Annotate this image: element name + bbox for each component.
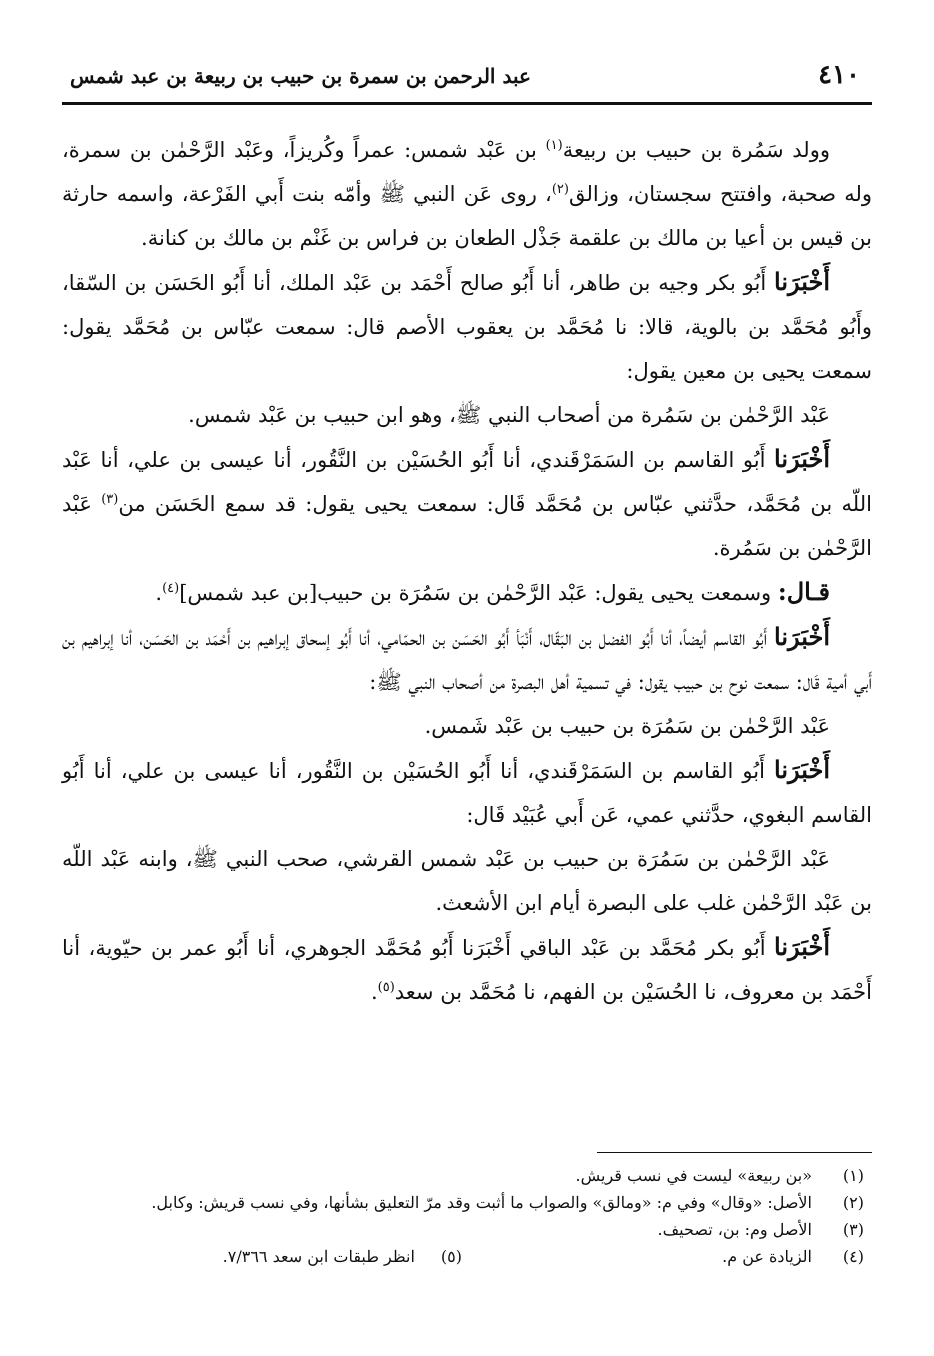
footnote-number: (١) <box>842 1166 864 1185</box>
paragraph-isnad-1: أَخْبَرَنا أَبُو بكر وجيه بن طاهر، أنا أَبُو صالح أَحْمَد بن عَبْد الملك، أنا أَبُو الحَسَن بن السّقا، وأَبُو مُحَمَّد بن بالوية، قالا: نا مُحَمَّد بن يعقوب الأصم قال: سمعت عبّاس بن مُحَمَّد يقول: سمعت يحيى بن معين يقول: <box>62 267 872 383</box>
paragraph-genealogy: وولد سَمُرة بن حبيب بن ربيعة$^{(١)}$ بن عَبْد شمس: عمراً وكُريزاً، وعَبْد الرَّحْمٰن بن سمرة، وله صحبة، وافتتح سجستان، وزالق$^{(٢)}$، روى عَن النبي ﷺ وأمّه بنت أَبي الفَرْعة، واسمه حارثة بن قيس بن أعيا بن مالك بن علقمة جَذْل الطعان بن فراس بن غَنْم بن مالك بن كنانة. <box>62 138 873 250</box>
footnote-2 <box>62 1189 872 1216</box>
footnote-text: «بن ربيعة» ليست في نسب قريش. <box>575 1166 812 1185</box>
paragraph-isnad-2: أَخْبَرَنا أَبُو القاسم بن السَمَرْقَندي، أنا أَبُو الحُسَيْن بن النَّقُور، أنا عيسى بن علي، أنا عَبْد اللّه بن مُحَمَّد، حدَّثني عبّاس بن مُحَمَّد قَال: سمعت يحيى يقول: قد سمع الحَسَن من$^{(٣)}$ عَبْد الرَّحْمٰن بن سَمُرة. <box>62 444 872 560</box>
footnote-ref-2: (٢) <box>551 182 569 197</box>
footnote-divider <box>597 1152 872 1153</box>
paragraph-isnad-3: أَخْبَرَنا أَبُو القاسم أيضاً، أنا أَبُو الفضل بن البَقّال، أَنْبَأ أَبُو الحَسَن بن الحمّامي، أنا أَبُو إسحاق إبراهيم بن أَحْمَد بن الحَسَن، أنا إبراهيم بن أَبي أمية قَال: سمعت نوح بن حبيب يقول: في تسمية أهل البصرة من أصحاب النبي ﷺ: <box>62 622 872 694</box>
running-title: عبد الرحمن بن سمرة بن حبيب بن ربيعة بن عبد شمس <box>70 64 531 88</box>
paragraph-quote-2: عَبْد الرَّحْمٰن بن سَمُرَة بن حبيب بن عَبْد شَمس. <box>424 714 830 738</box>
footnote-number: (٣) <box>842 1220 864 1239</box>
page-number: ٤١٠ <box>818 60 860 90</box>
page-header <box>62 58 872 105</box>
footnote-number: (٤) <box>842 1247 864 1266</box>
footnote-text: الأصل وم: بن، تصحيف. <box>657 1220 812 1239</box>
paragraph-isnad-5: أَخْبَرَنا أَبُو بكر مُحَمَّد بن عَبْد الباقي أَخْبَرَنا أَبُو مُحَمَّد الجوهري، أنا أَبُو عمر بن حيّوية، أنا أَحْمَد بن معروف، نا الحُسَيْن بن الفهم، نا مُحَمَّد بن سعد$^{(٥)}$. <box>62 932 872 1004</box>
footnote-number: (٢) <box>842 1193 864 1212</box>
paragraph-qala: قـال: وسمعت يحيى يقول: عَبْد الرَّحْمٰن بن سَمُرَة بن حبيب[بن عبد شمس]$^{(٤)}$. <box>155 577 830 606</box>
footnote-ref-3: (٣) <box>101 492 119 507</box>
lead-word: أَخْبَرَنا <box>774 932 830 961</box>
footnote-ref-5: (٥) <box>377 980 395 995</box>
footnote-4 <box>62 1243 872 1270</box>
footnotes <box>62 1162 872 1270</box>
lead-word: أَخْبَرَنا <box>774 444 830 473</box>
lead-word: أَخْبَرَنا <box>774 267 830 296</box>
footnote-text: الزيادة عن م. <box>722 1247 812 1266</box>
paragraph-quote-3: عَبْد الرَّحْمٰن بن سَمُرَة بن حبيب بن عَبْد شمس القرشي، صحب النبي ﷺ، وابنه عَبْد اللّه بن عَبْد الرَّحْمٰن غلب على البصرة أيام ابن الأشعث. <box>62 847 872 915</box>
footnote-ref-4: (٤) <box>162 581 180 596</box>
footnote-number: (٥) <box>440 1247 462 1266</box>
footnote-text: انظر طبقات ابن سعد ٧/٣٦٦. <box>222 1247 415 1266</box>
footnote-5 <box>223 1243 462 1270</box>
footnote-ref-1: (١) <box>545 138 563 153</box>
main-text <box>62 128 872 1014</box>
lead-word: أَخْبَرَنا <box>774 622 830 651</box>
lead-word: أَخْبَرَنا <box>774 755 830 784</box>
paragraph-isnad-4: أَخْبَرَنا أَبُو القاسم بن السَمَرْقَندي، أنا أَبُو الحُسَيْن بن النَّقُور، أنا عيسى بن علي، أنا أَبُو القاسم البغوي، حدَّثني عمي، عَن أَبي عُبَيْد قَال: <box>62 755 872 827</box>
lead-word: قـال: <box>777 577 830 606</box>
footnote-3 <box>62 1216 872 1243</box>
paragraph-quote-1: عَبْد الرَّحْمٰن بن سَمُرة من أصحاب النبي ﷺ، وهو ابن حبيب بن عَبْد شمس. <box>188 403 830 427</box>
footnote-1 <box>62 1162 872 1189</box>
footnote-text: الأصل: «وقال» وفي م: «ومالق» والصواب ما أثبت وقد مرّ التعليق بشأنها، وفي نسب قريش: وكابل. <box>151 1193 812 1212</box>
